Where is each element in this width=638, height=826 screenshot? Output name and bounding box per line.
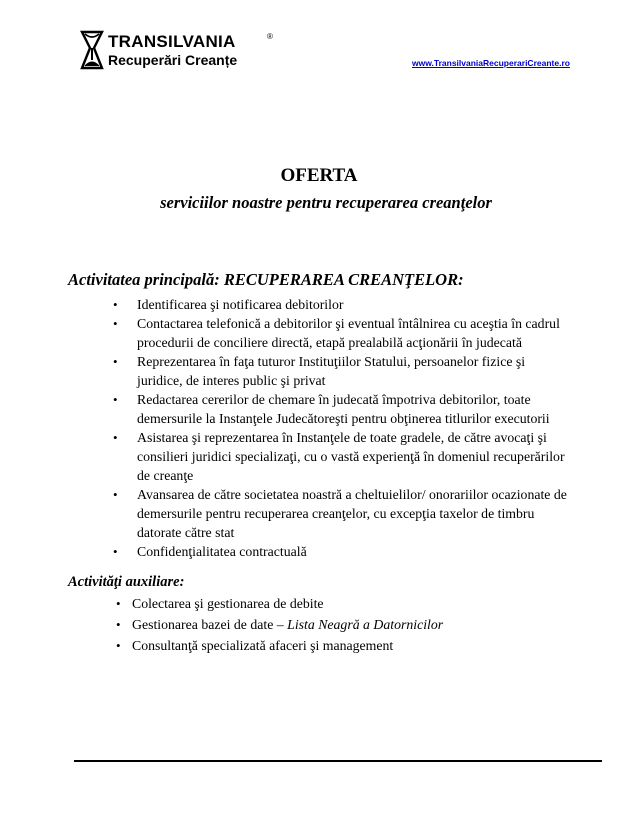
offer-subtitle: serviciilor noastre pentru recuperarea creanţelor <box>160 193 492 212</box>
bullet-icon: • <box>116 596 121 611</box>
main-activity-heading: Activitatea principală: RECUPERAREA CREANŢELOR: <box>68 270 464 289</box>
aux-activity-heading: Activităţi auxiliare: <box>68 574 185 590</box>
bullet-icon: • <box>113 297 118 312</box>
bullet-icon: • <box>116 638 121 653</box>
list-item-text: Consultanţă specializată afaceri şi management <box>132 638 394 653</box>
aux-activity-list <box>0 593 638 656</box>
list-item-text: Avansarea de către societatea noastră a cheltuielilor/ onorariilor ocazionate de demersurile pentru recuperarea creanţelor, cu excepţia taxelor de timbru datorate către stat <box>137 487 567 540</box>
bullet-icon: • <box>113 487 118 502</box>
list-item-text: Asistarea şi reprezentarea în Instanţele de toate gradele, de către avocaţi şi consilieri juridici specializaţi, cu o vastă experienţă în domeniul recuperărilor de creanţe <box>137 430 565 483</box>
list-item <box>0 593 638 614</box>
list-item <box>0 352 572 390</box>
blacklist-name: Lista Neagră a Datornicilor <box>287 617 444 632</box>
bullet-icon: • <box>116 617 121 632</box>
list-item-text: Identificarea şi notificarea debitorilor <box>137 297 344 312</box>
list-item <box>0 390 572 428</box>
list-item-text: Reprezentarea în faţa tuturor Instituţiilor Statului, persoanelor fizice şi juridice, de interes public şi privat <box>137 354 526 388</box>
bullet-icon: • <box>113 354 118 369</box>
main-activity-list <box>0 295 638 561</box>
list-item <box>0 314 572 352</box>
offer-title: OFERTA <box>280 165 358 186</box>
list-item <box>0 635 638 656</box>
registered-mark: ® <box>267 32 273 41</box>
list-item-text: Confidenţialitatea contractuală <box>137 544 307 559</box>
list-item-text: Colectarea şi gestionarea de debite <box>132 596 324 611</box>
list-item-text: Contactarea telefonică a debitorilor şi eventual întâlnirea cu aceştia în cadrul procedurii de conciliere directă, etapă prealabilă acţionării în judecată <box>137 316 560 350</box>
bullet-icon: • <box>113 544 118 559</box>
bullet-icon: • <box>113 430 118 445</box>
bullet-icon: • <box>113 316 118 331</box>
brand-name: TRANSILVANIA <box>108 32 236 51</box>
list-item <box>0 428 572 485</box>
list-item <box>0 614 638 635</box>
footer-divider <box>74 760 602 762</box>
brand-subtitle: Recuperări Creanțe <box>108 52 238 68</box>
company-logo <box>80 30 280 74</box>
website-link[interactable]: www.TransilvaniaRecuperariCreante.ro <box>412 58 570 68</box>
list-item-text: Redactarea cererilor de chemare în judecată împotriva debitorilor, toate demersurile la Instanţele Judecătoreşti pentru obţinerea titlurilor executorii <box>137 392 550 426</box>
bullet-icon: • <box>113 392 118 407</box>
list-item <box>0 295 572 314</box>
list-item <box>0 542 572 561</box>
list-item <box>0 485 572 542</box>
hourglass-logo-icon <box>80 30 104 70</box>
list-item-text: Gestionarea bazei de date – <box>132 617 288 632</box>
